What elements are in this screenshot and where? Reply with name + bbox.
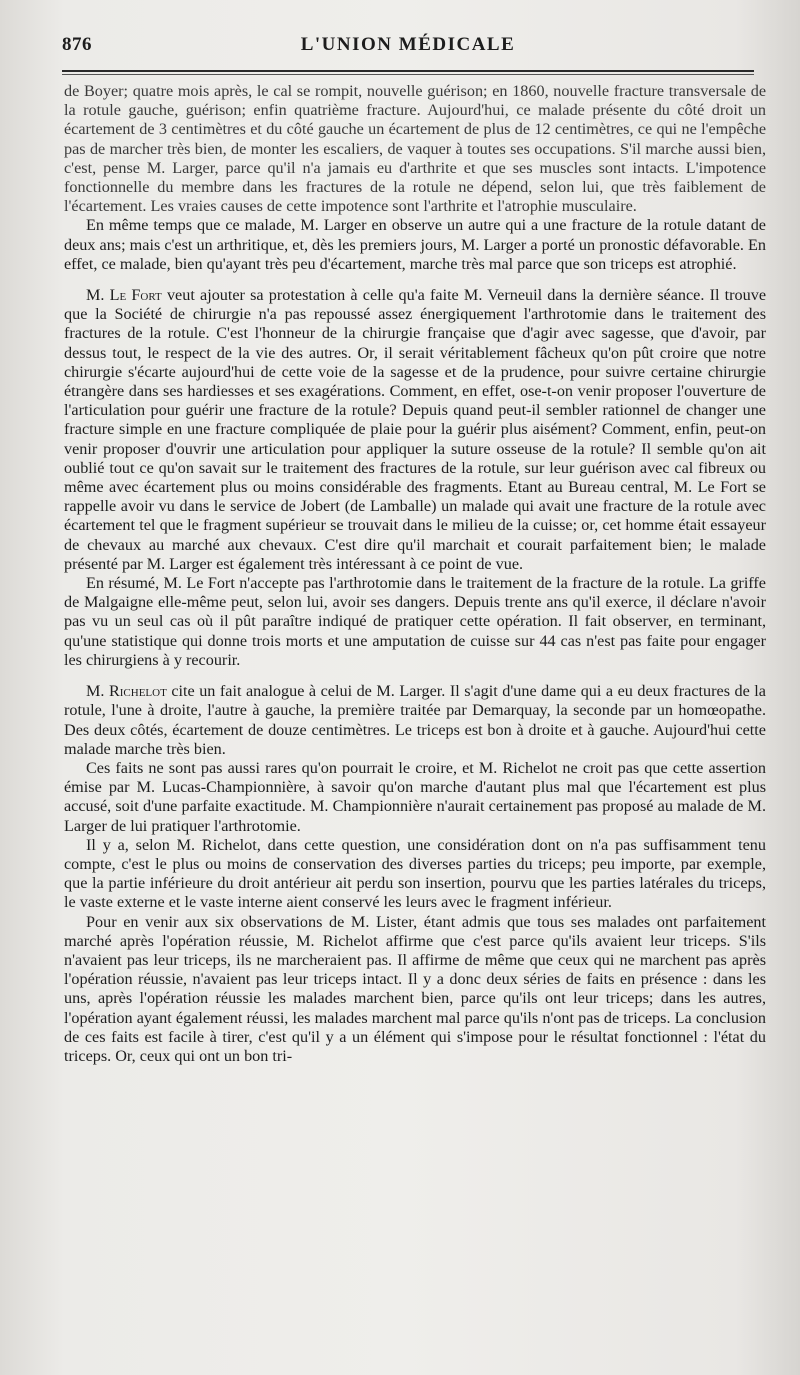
article-body (64, 82, 766, 1066)
speaker-richelot: M. Richelot (86, 682, 167, 701)
paragraph-le-fort-summary: En résumé, M. Le Fort n'accepte pas l'arthrotomie dans le traitement de la fracture de la rotule. La griffe de Malgaigne elle-même peut, selon lui, avoir ses dangers. Depuis trente ans qu'il exerce, il déclare n'avoir pas vu un seul cas où il pût paraître indiqué de pratiquer cette opération. Il fait observer, en terminant, qu'une statistique qui donne trois morts et une amputation de cuisse sur 44 cas n'est pas faite pour engager les chirurgiens à y recourir. (64, 574, 766, 669)
speaker-le-fort: M. Le Fort (86, 286, 162, 305)
header-rule (62, 70, 754, 72)
paragraph-lister-observations: Pour en venir aux six observations de M. Lister, étant admis que tous ses malades ont parfaitement marché après l'opération réussie, M. Richelot affirme que c'est parce qu'ils avaient leur triceps. S'ils n'avaient pas leur triceps, ils ne marcheraient pas. Il affirme de même que ceux qui ne marchent pas après l'opération réussie, n'avaient pas leur triceps intact. Il y a donc deux séries de faits en présence : dans les uns, après l'opération réussie les malades marchent bien, parce qu'ils ont leur triceps; dans les autres, l'opération ayant également réussi, les malades marchent mal parce qu'ils n'ont pas de triceps. La conclusion de ces faits est facile à tirer, c'est qu'il y a un élément qui s'impose pour le résultat fonctionnel : l'état du triceps. Or, ceux qui ont un bon tri- (64, 912, 766, 1065)
paragraph-le-fort (64, 286, 766, 574)
paragraph-larger-second-case: En même temps que ce malade, M. Larger en observe un autre qui a une fracture de la rotule datant de deux ans; mais c'est un arthritique, et, dès les premiers jours, M. Larger a porté un pronostic défavorable. En effet, ce malade, bien qu'ayant très peu d'écartement, marche très mal parce que son triceps est atrophié. (64, 216, 766, 273)
page-number: 876 (62, 34, 92, 55)
paragraph-facts-not-rare: Ces faits ne sont pas aussi rares qu'on pourrait le croire, et M. Richelot ne croit pas que cette assertion émise par M. Lucas-Championnière, à savoir qu'on marche d'autant plus mal que l'écartement est plus accusé, soit d'une parfaite exactitude. M. Championnière n'aurait certainement pas proposé au malade de M. Larger de lui pratiquer l'arthrotomie. (64, 758, 766, 835)
paragraph-richelot (64, 682, 766, 759)
running-head (62, 34, 754, 64)
journal-title: L'UNION MÉDICALE (300, 34, 516, 55)
paragraph-boyer-case: de Boyer; quatre mois après, le cal se rompit, nouvelle guérison; en 1860, nouvelle fracture transversale de la rotule gauche, guérison; enfin quatrième fracture. Aujourd'hui, ce malade présente du côté droit un écartement de 3 centimètres et du côté gauche un écartement de plus de 12 centimètres, ce qui ne l'empêche pas de marcher très bien, de monter les escaliers, de vaquer à toutes ses occupations. S'il marche aussi bien, c'est, pense M. Larger, parce qu'il n'a jamais eu d'arthrite et que ses muscles sont intacts. L'impotence fonctionnelle du membre dans les fractures de la rotule ne dépend, selon lui, que très faiblement de l'écartement. Les vraies causes de cette impotence sont l'arthrite et l'atrophie musculaire. (64, 82, 766, 216)
paragraph-triceps-consideration: Il y a, selon M. Richelot, dans cette question, une considération dont on n'a pas suffisamment tenu compte, c'est le plus ou moins de conservation des diverses parties du triceps; peu importe, par exemple, que la partie inférieure du droit antérieur ait perdu son insertion, pourvu que les parties latérales du triceps, le vaste externe et le vaste interne aient conservé les leurs avec le fragment inférieur. (64, 835, 766, 912)
header-rule-thin (62, 74, 754, 75)
paragraph-le-fort-text: veut ajouter sa protestation à celle qu'a faite M. Verneuil dans la dernière séance. Il trouve que la Société de chirurgie n'a pas repoussé assez énergiquement l'arthrotomie dans le traitement des fractures de la rotule. C'est l'honneur de la chirurgie française que d'agir avec sagesse, que d'avoir, par dessus tout, le respect de la vie des autres. Or, il serait véritablement fâcheux qu'on pût croire que notre chirurgie s'écarte aujourd'hui de cette voie de la sagesse et de la prudence, pour suivre certaine chirurgie étrangère dans ses hardiesses et ses exagérations. Comment, en effet, ose-t-on venir proposer l'ouverture de l'articulation pour guérir une fracture de la rotule? Depuis quand peut-il sembler rationnel de changer une fracture simple en une fracture compliquée de plaie pour la guérir plus aisément? Comment, enfin, peut-on venir proposer d'ouvrir une articulation pour appliquer la suture osseuse de la rotule? Il semble qu'on ait oublié tout ce qu'on savait sur le traitement des fractures de la rotule, sur leur guérison avec cal fibreux ou même avec écartement plus ou moins considérable des fragments. Etant au Bureau central, M. Le Fort se rappelle avoir vu dans le service de Jobert (de Lamballe) un malade qui avait une fracture de la rotule avec écartement tel que le fragment supérieur se trouvait dans le milieu de la cuisse; or, cet homme était essayeur de chevaux au marché aux chevaux. C'est dire qu'il marchait et courait parfaitement bien; le malade présenté par M. Larger est également très intéressant à ce point de vue. (64, 286, 767, 573)
paragraph-richelot-text: cite un fait analogue à celui de M. Larger. Il s'agit d'une dame qui a eu deux fractures de la rotule, l'une à droite, l'autre à gauche, la première traitée par Demarquay, la seconde par un homœopathe. Des deux côtés, écartement de douze centimètres. Le triceps est bon à droite et à gauche. Aujourd'hui cette malade marche très bien. (64, 682, 766, 758)
